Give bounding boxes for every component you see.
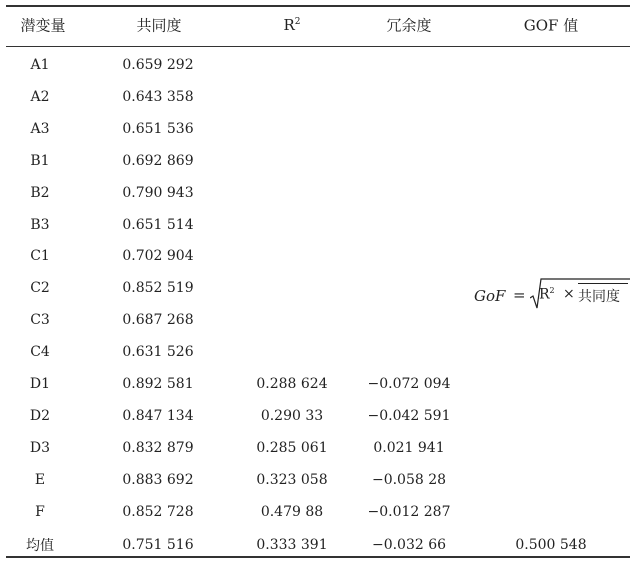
row-r2: 0.479 88 bbox=[260, 503, 324, 520]
header-r-superscript: 2 bbox=[294, 17, 301, 27]
row-r2: 0.285 061 bbox=[256, 439, 328, 456]
table-header-rule bbox=[6, 46, 630, 47]
row-communality: 0.651 536 bbox=[122, 120, 194, 137]
row-latent-variable: B2 bbox=[30, 184, 50, 201]
gof-formula bbox=[474, 278, 630, 312]
formula-equals: = bbox=[513, 286, 526, 304]
mean-row-label: 均值 bbox=[26, 538, 54, 554]
row-communality: 0.631 526 bbox=[122, 344, 194, 361]
header-r-letter: R bbox=[283, 16, 295, 34]
row-communality: 0.702 904 bbox=[122, 248, 194, 265]
formula-r-squared bbox=[539, 286, 555, 303]
row-latent-variable: A1 bbox=[30, 57, 50, 73]
header-gof-value: GOF 值 bbox=[523, 16, 579, 35]
formula-overline bbox=[578, 283, 628, 284]
row-communality: 0.659 292 bbox=[122, 57, 194, 73]
row-latent-variable: D1 bbox=[29, 376, 51, 392]
row-latent-variable: D3 bbox=[29, 439, 51, 456]
formula-gof: GoF bbox=[474, 287, 506, 305]
row-redundancy: 0.021 941 bbox=[373, 439, 445, 456]
row-communality: 0.790 943 bbox=[122, 184, 194, 201]
row-latent-variable: C4 bbox=[30, 344, 50, 361]
formula-communality: 共同度 bbox=[578, 289, 620, 305]
mean-row-r2: 0.333 391 bbox=[256, 537, 328, 553]
row-r2: 0.323 058 bbox=[256, 471, 328, 488]
table-bottom-rule bbox=[6, 556, 630, 558]
mean-row-communality: 0.751 516 bbox=[122, 537, 194, 553]
row-communality: 0.847 134 bbox=[122, 407, 194, 424]
row-latent-variable: B1 bbox=[30, 152, 50, 169]
mean-row-gof: 0.500 548 bbox=[515, 537, 587, 553]
row-latent-variable: C3 bbox=[30, 312, 50, 329]
header-r-squared bbox=[283, 16, 300, 34]
row-latent-variable: B3 bbox=[30, 216, 50, 233]
row-communality: 0.883 692 bbox=[122, 471, 194, 488]
row-communality: 0.692 869 bbox=[122, 152, 194, 169]
row-communality: 0.651 514 bbox=[122, 216, 194, 233]
row-communality: 0.687 268 bbox=[122, 312, 194, 329]
formula-r-letter: R bbox=[539, 286, 550, 303]
row-redundancy: −0.042 591 bbox=[367, 407, 451, 424]
row-latent-variable: A2 bbox=[30, 88, 50, 105]
table-top-rule bbox=[6, 5, 630, 7]
row-communality: 0.832 879 bbox=[122, 439, 194, 456]
row-r2: 0.288 624 bbox=[256, 376, 328, 392]
row-latent-variable: C1 bbox=[30, 248, 50, 265]
formula-r-superscript: 2 bbox=[549, 286, 555, 295]
header-redundancy: 冗余度 bbox=[386, 16, 432, 35]
row-latent-variable: C2 bbox=[30, 280, 50, 297]
row-redundancy: −0.012 287 bbox=[367, 503, 451, 520]
row-redundancy: −0.058 28 bbox=[371, 471, 447, 488]
mean-row-redundancy: −0.032 66 bbox=[371, 537, 447, 553]
header-latent-variable: 潜变量 bbox=[20, 16, 66, 35]
row-latent-variable: A3 bbox=[30, 120, 50, 137]
row-latent-variable: D2 bbox=[29, 407, 51, 424]
row-communality: 0.852 728 bbox=[122, 503, 194, 520]
row-latent-variable: E bbox=[34, 471, 46, 488]
formula-times: × bbox=[563, 286, 575, 302]
row-redundancy: −0.072 094 bbox=[367, 376, 451, 392]
row-communality: 0.892 581 bbox=[122, 376, 194, 392]
row-latent-variable: F bbox=[35, 503, 45, 520]
row-communality: 0.643 358 bbox=[122, 88, 194, 105]
header-communality: 共同度 bbox=[136, 16, 182, 35]
row-communality: 0.852 519 bbox=[122, 280, 194, 297]
row-r2: 0.290 33 bbox=[260, 407, 324, 424]
